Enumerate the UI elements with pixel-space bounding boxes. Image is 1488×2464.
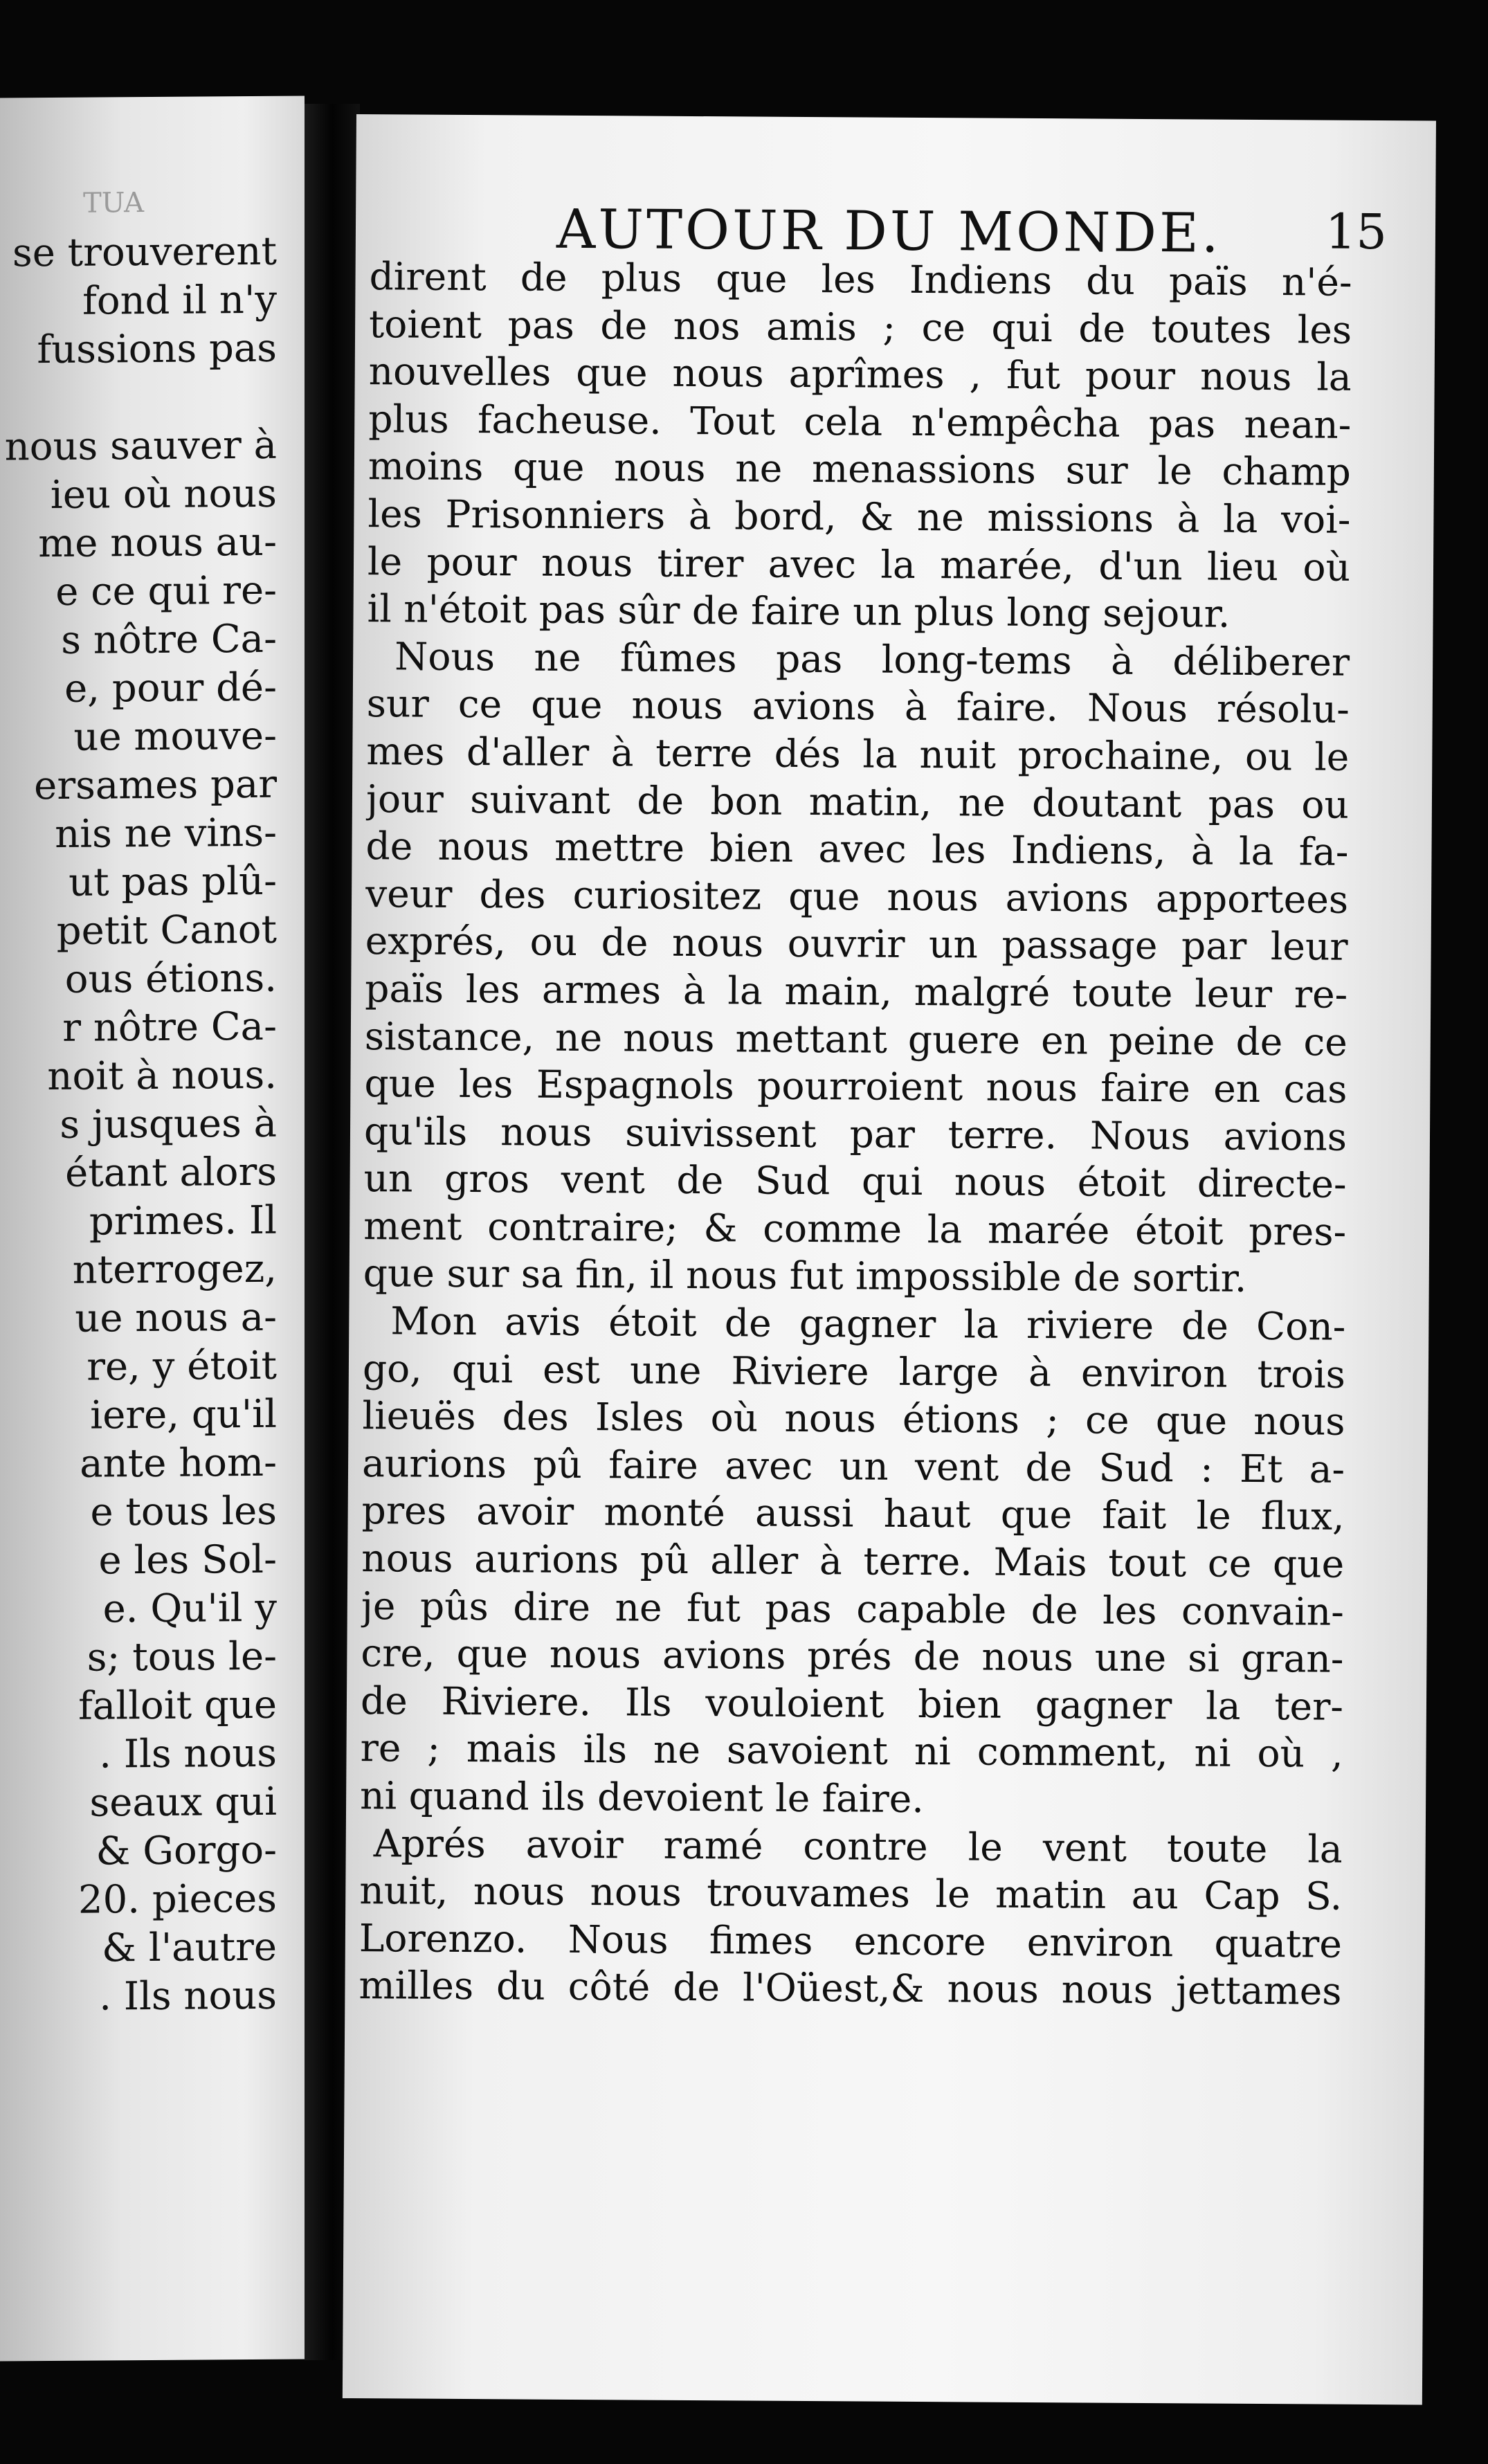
text-line: mes d'aller à terre dés la nuit prochaine, ou le [366,729,1350,779]
text-line: Mon avis étoit de gagner la riviere de Con- [390,1298,1346,1349]
left-page-line: primes. Il [89,1197,277,1244]
left-page-line: ut pas plû- [69,858,277,905]
left-page-line: e, pour dé- [64,664,277,712]
left-page-line: ue mouve- [73,713,277,760]
text-line: il n'étoit pas sûr de faire un plus long sejour. [367,586,1231,636]
left-page-line: 20. pieces [78,1876,277,1923]
text-line: plus facheuse. Tout cela n'empêcha pas nean- [368,396,1352,447]
text-line: sistance, ne nous mettant guere en peine de ce [364,1013,1348,1065]
left-page-line: ante hom- [80,1440,277,1487]
left-page-line [0,372,305,423]
left-page-line: & Gorgo- [96,1827,277,1874]
text-line: milles du côté de l'Oüest,& nous nous jettames [359,1963,1342,2014]
text-line: nous aurions pû aller à terre. Mais tout ce que [361,1536,1345,1586]
text-line: ni quand ils devoient le faire. [359,1773,925,1822]
text-line: de Riviere. Ils vouloient bien gagner la ter- [360,1678,1344,1729]
text-line: Lorenzo. Nous fimes encore environ quatre [359,1915,1343,1966]
left-page-line: e les Sol- [98,1537,277,1584]
left-page-line: s nôtre Ca- [61,616,277,663]
text-line: cre, que nous avions prés de nous une si gran- [361,1631,1344,1681]
text-line: le pour nous tirer avec la marée, d'un lieu où [367,538,1351,590]
text-line: moins que nous ne menassions sur le champ [368,444,1352,495]
text-line: de nous mettre bien avec les Indiens, à la fa- [365,824,1349,874]
left-page-line: e. Qu'il y [102,1585,277,1632]
text-line: les Prisonniers à bord, & ne missions à la voi- [368,491,1351,542]
left-page-line: r nôtre Ca- [62,1004,277,1051]
left-page-line: & l'autre [102,1924,277,1971]
left-page-line: petit Canot [56,907,277,954]
text-line: nuit, nous nous trouvames le matin au Cap S. [359,1868,1343,1919]
running-head: AUTOUR DU MONDE. [556,198,1222,265]
text-line: ment contraire; & comme la marée étoit pres- [363,1203,1347,1254]
left-page-line: . Ils nous [99,1973,277,2020]
left-page-line: ue nous a- [75,1294,277,1341]
text-line: je pûs dire ne fut pas capable de les convain- [361,1583,1345,1634]
left-page-line: e tous les [90,1488,277,1535]
left-page-header-fragment: TUA [83,187,145,219]
left-page-line: ous étions. [64,955,277,1002]
right-page [343,114,1436,2404]
text-line: lieuës des Isles où nous étions ; ce que nous [362,1393,1345,1444]
text-line: pres avoir monté aussi haut que fait le flux, [361,1488,1345,1539]
text-line: re ; mais ils ne savoient ni comment, ni où , [360,1725,1343,1777]
text-line: que sur sa fin, il nous fut impossible de sortir. [363,1251,1247,1301]
left-page-line: nis ne vins- [55,810,277,857]
left-page [0,96,305,2361]
left-page-line: se trouverent [12,228,277,276]
left-page-line: nterrogez, [72,1246,277,1293]
page-number: 15 [1325,203,1388,261]
text-line: Nous ne fûmes pas long-tems à déliberer [394,634,1350,685]
left-page-line: e ce qui re- [55,568,277,615]
left-page-line: s; tous le- [87,1633,277,1681]
text-line: exprés, ou de nous ouvrir un passage par leur [365,918,1348,970]
text-line: jour suivant de bon matin, ne doutant pas ou [365,776,1350,827]
body-text [359,253,1352,2015]
left-page-line: re, y étoit [87,1343,277,1390]
left-page-line: fond il n'y [82,277,277,324]
left-page-line: falloit que [78,1682,277,1729]
left-page-line: . Ils nous [99,1730,277,1777]
left-page-line: me nous au- [38,519,277,567]
left-page-line: iere, qu'il [90,1391,277,1438]
left-page-text [0,227,305,2022]
left-page-line: nous sauver à [4,422,277,470]
text-line: païs les armes à la main, malgré toute leur re- [365,966,1348,1017]
left-page-line: ersames par [34,761,277,809]
left-page-line: noit à nous. [47,1052,277,1100]
text-line: toient pas de nos amis ; ce qui de toutes les [368,301,1352,352]
left-page-line: seaux qui [89,1779,277,1826]
text-line: un gros vent de Sud qui nous étoit directe- [363,1156,1347,1207]
text-line: aurions pû faire avec un vent de Sud : Et a- [361,1440,1345,1492]
text-line: go, qui est une Riviere large à environ trois [362,1346,1346,1397]
text-line: qu'ils nous suivissent par terre. Nous avions [363,1108,1348,1159]
text-line: que les Espagnols pourroient nous faire en cas [364,1061,1348,1112]
left-page-line: s jusques à [60,1100,277,1148]
left-page-line: ieu où nous [50,471,277,518]
text-line: sur ce que nous avions à faire. Nous résolu- [366,681,1350,732]
text-line: veur des curiositez que nous avions apportees [365,871,1349,922]
text-line: Aprés avoir ramé contre le vent toute la [373,1820,1343,1872]
text-line: dirent de plus que les Indiens du païs n'é- [369,254,1352,305]
text-line: nouvelles que nous aprîmes , fut pour nous la [368,349,1352,399]
left-page-line: fussions pas [37,325,277,373]
left-page-line: étant alors [65,1149,277,1196]
